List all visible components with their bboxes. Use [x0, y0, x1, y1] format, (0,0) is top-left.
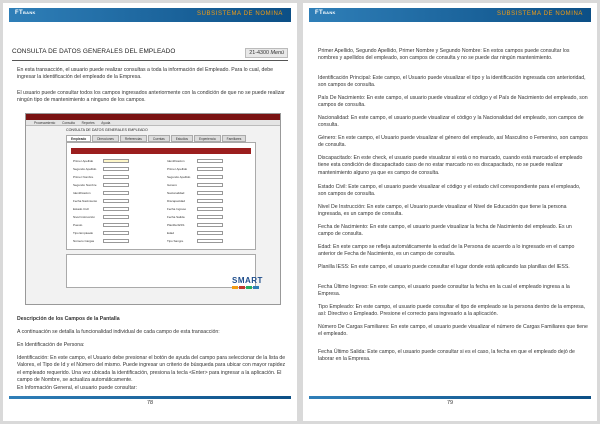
app-field-column-left: [73, 157, 129, 245]
app-field-label: Puesto: [73, 223, 83, 227]
app-field-label: Fecha Ingreso: [167, 207, 187, 211]
app-field-label: Segundo Apellido: [167, 175, 191, 179]
brand-logo: $FT^{BANK}$: [15, 10, 36, 16]
page-header-bar: [9, 8, 291, 22]
app-field-box: [197, 199, 223, 203]
app-tab: Experiencia: [194, 135, 221, 142]
body-paragraph: Identificación Principal: Este campo, el Usuario puede visualizar el tipo y la identificación ingresada con anterioridad, son campos de consulta.: [318, 75, 586, 89]
app-field-label: Nivel Instrucción: [73, 215, 96, 219]
body-paragraph: Número De Cargas Familiares: En este campo, el usuario puede visualizar el número de Cargas Familiares que tiene el empleado.: [318, 324, 588, 338]
app-field-label: Fecha Salida: [167, 215, 185, 219]
right-page: [303, 3, 597, 421]
app-tab-strip: [66, 135, 256, 142]
app-field-box: [103, 183, 129, 187]
app-field-box: [197, 239, 223, 243]
app-field-column-right: [167, 157, 223, 245]
smart-logo: SMART: [232, 276, 274, 300]
app-field-label: Número Cargas: [73, 239, 95, 243]
page-footer-bar: [309, 396, 591, 399]
app-field-label: Identificación: [167, 159, 185, 163]
subsystem-title: SUBSISTEMA DE NOMINA: [196, 11, 283, 17]
app-field-box: [197, 159, 223, 163]
brand-logo: $FT^{BANK}$: [315, 10, 336, 16]
body-paragraph: Nivel De Instrucción: En este campo, el Usuario puede visualizar el Nivel de Educación que tiene la persona ingresada, es un campo de consulta.: [318, 204, 567, 218]
app-field-label: Discapacidad: [167, 199, 186, 203]
title-divider: [12, 60, 288, 61]
app-tab: Estudios: [171, 135, 193, 142]
app-field-box: [103, 167, 129, 171]
left-page: [3, 3, 297, 421]
app-lower-panel: [66, 254, 256, 288]
body-paragraph: Fecha Último Salida: Este campo, el usuario puede consultar si es el caso, la fecha en que el empleado dejó de laborar en la Empresa.: [318, 349, 575, 363]
body-paragraph: Planilla IESS: En este campo, el usuario puede consultar el lugar donde está aplicando las planillas del IESS.: [318, 264, 570, 270]
body-paragraph: Primer Apellido, Segundo Apellido, Primer Nombre y Segundo Nombre: En estos campos puede consultar los nombres y apellidos del empleado, son campos de consulta y no se puede dar ningún mantenimiento.: [318, 48, 570, 62]
body-paragraph: Fecha de Nacimiento: En este campo, el usuario puede visualizar la fecha de Nacimiento del empleado. Es un campo de consulta.: [318, 224, 572, 238]
app-field-box: [197, 215, 223, 219]
app-form-title: CONSULTA DE DATOS GENERALES EMPLEADO: [66, 128, 148, 132]
app-field-label: Nacionalidad: [167, 191, 185, 195]
body-paragraph: A continuación se detalla la funcionalidad individual de cada campo de esta transacción:: [17, 329, 220, 335]
app-field-label: Primer Nombre: [73, 175, 94, 179]
body-paragraph: Identificación: En este campo, el Usuario debe presionar el botón de ayuda del campo para seleccionar de la lista de Valores, el Tipo de Id y el Número del mismo. Puede ingresar un criterio de búsqueda para ubicar con mayor rapidez el empleado requerido. Una vez ubicada la identificación, presiona la tecla <Enter> para ingresar a la aplicación. El campo de Nombre, se actualiza automáticamente.: [17, 355, 286, 384]
app-field-label: Tipo Empleado: [73, 231, 94, 235]
app-field-box: [197, 223, 223, 227]
app-field-box: [103, 199, 129, 203]
app-field-label: Estado Civil: [73, 207, 89, 211]
page-header-bar: [309, 8, 591, 22]
app-menu-item: Ayuda: [101, 121, 111, 125]
intro-paragraph-2: El usuario puede consultar todos los campos ingresados anteriormente con la condición de que no se puede realizar ningún tipo de mantenimiento a ninguno de los campos.: [17, 90, 285, 104]
body-paragraph: Género: En este campo, el Usuario puede visualizar el género del empleado, así Masculino o Femenino, son campos de consulta.: [318, 135, 588, 149]
subsystem-title: SUBSISTEMA DE NOMINA: [496, 11, 583, 17]
intro-paragraph-1: En esta transacción, el usuario puede realizar consultas a toda la información del Empleado. Para lo cual, debe ingresar la identificación del empleado de la Empresa.: [17, 67, 274, 81]
app-field-box: [197, 207, 223, 211]
app-panel-header: [71, 148, 251, 154]
app-form-panel: [66, 142, 256, 250]
body-paragraph: Estado Civil: Este campo, el usuario puede visualizar el código y el estado civil correspondiente para el empleado, son campos de consulta.: [318, 184, 581, 198]
app-field-box: [103, 191, 129, 195]
app-field-label: Género: [167, 183, 178, 187]
app-field-box: [103, 159, 129, 163]
app-field-box: [103, 215, 129, 219]
app-tab: Empleado: [66, 135, 91, 142]
application-screenshot: [25, 113, 281, 305]
app-field-label: Primer Apellido: [167, 167, 188, 171]
app-tab: Referencias: [120, 135, 147, 142]
body-paragraph: Edad: En este campo se refleja automáticamente la edad de la Persona de acuerdo a lo ingresado en el campo anterior de Fecha de Nacimiento, es un campo de consulta.: [318, 244, 575, 258]
app-field-box: [103, 223, 129, 227]
body-paragraph: En Información General, el usuario puede consultar:: [17, 385, 137, 391]
app-tab: Direcciones: [92, 135, 119, 142]
app-field-label: Segundo Apellido: [73, 167, 97, 171]
body-paragraph: Nacionalidad: En este campo, el usuario puede visualizar el código y la Nacionalidad del empleado, son campos de consulta.: [318, 115, 584, 129]
app-field-label: Identificación: [73, 191, 91, 195]
app-field-label: Tipo Sangre: [167, 239, 184, 243]
body-paragraph: Tipo Empleado: En este campo, el usuario puede consultar el tipo de empleado se la persona dentro de la empresa, así: Directivo o Empleado. Presione el correcto para ingresarlo a la aplicación.: [318, 304, 586, 318]
app-field-box: [103, 175, 129, 179]
body-paragraph: Discapacitado: En este check, el usuario puede visualizar si está o no marcado, cuando está marcado el empleado tiene esta condición de discapacitado caso de no estar marcado no es discapacitado, no se puede realizar mantenimiento alguno ya que es campo de consulta.: [318, 155, 583, 176]
app-menu-item: Consulta: [62, 121, 75, 125]
body-paragraph: Fecha Último Ingreso: En este campo, el usuario puede consultar la fecha en la cual el empleado ingresa a la Empresa.: [318, 284, 570, 298]
app-menu-bar: [26, 120, 280, 126]
page-number: 78: [146, 400, 154, 406]
app-field-label: Edad: [167, 231, 175, 235]
app-field-box: [197, 191, 223, 195]
app-field-box: [197, 175, 223, 179]
app-menu-item: Procesamiento: [34, 121, 56, 125]
app-field-box: [197, 183, 223, 187]
app-field-box: [103, 207, 129, 211]
page-number: 79: [446, 400, 454, 406]
app-field-label: Primer Apellido: [73, 159, 94, 163]
page-footer-bar: [9, 396, 291, 399]
app-field-label: Fecha Nacimiento: [73, 199, 98, 203]
body-paragraph: País De Nacimiento: En este campo, el usuario puede visualizar el código y el País de Nacimiento del empleado, son campos de consulta.: [318, 95, 588, 109]
body-paragraph: En Identificación de Persona:: [17, 342, 85, 348]
app-field-box: [103, 231, 129, 235]
section-title-row: [12, 48, 288, 58]
page-title: CONSULTA DE DATOS GENERALES DEL EMPLEADO: [12, 48, 176, 55]
app-tab: Cuentas: [148, 135, 170, 142]
app-field-label: Segundo Nombre: [73, 183, 97, 187]
app-field-label: Planilla IESS: [167, 223, 185, 227]
app-field-box: [197, 231, 223, 235]
app-field-box: [197, 167, 223, 171]
section-heading: Descripción de los Campos de la Pantalla: [17, 316, 120, 322]
app-menu-item: Reportes: [81, 121, 95, 125]
app-field-box: [103, 239, 129, 243]
transaction-code-badge: 21-4300 Menú: [245, 48, 288, 58]
app-tab: Familiares: [222, 135, 247, 142]
